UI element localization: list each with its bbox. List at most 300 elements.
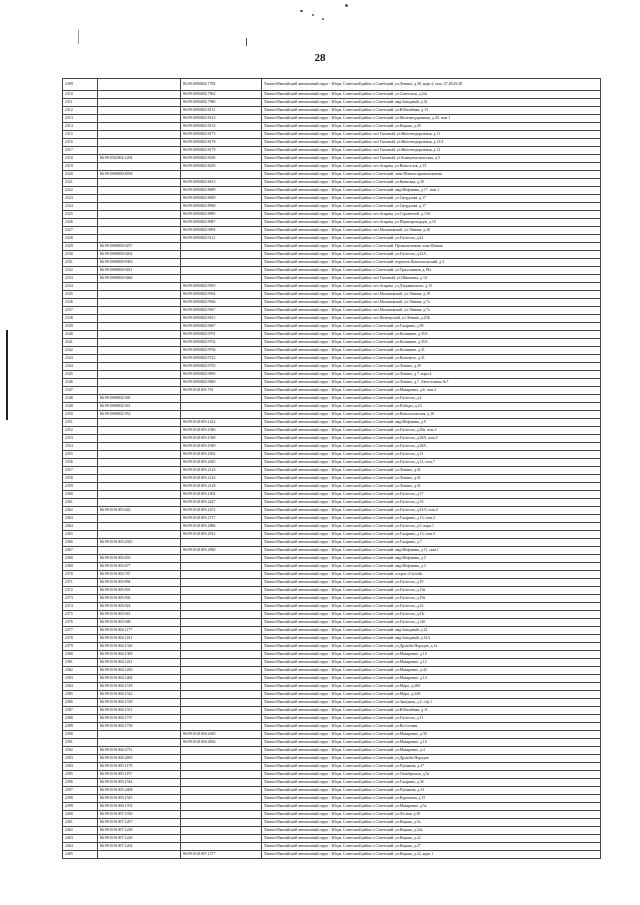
- cadastral-number-cell: 86:09:0101004:1326: [98, 643, 181, 651]
- address-cell: Ханты-Мансийский автономный округ - Югра, Советский район, г.Советский, ул.Кирова, д.22а: [262, 827, 601, 835]
- row-number-cell: 2318: [63, 155, 98, 163]
- cadastral-number-cell: [98, 459, 181, 467]
- table-row: [63, 259, 601, 267]
- premises-cadastral-cell: 86:09:0101003:2960: [181, 547, 262, 555]
- premises-cadastral-cell: 86:09:0101004:2656: [181, 739, 262, 747]
- premises-cadastral-cell: 86:09:0000002:8987: [181, 219, 262, 227]
- address-cell: Ханты-Мансийский автономный округ - Югра, Советский район, г.Советский, мкр.Нефтяник, д.9: [262, 419, 601, 427]
- cadastral-number-cell: [98, 419, 181, 427]
- table-row: [63, 179, 601, 187]
- address-cell: Ханты-Мансийский автономный округ - Югра, Советский район, г.Советский, ул.Гагарина, д.34: [262, 779, 601, 787]
- row-number-cell: 2382: [63, 667, 98, 675]
- address-cell: Ханты-Мансийский автономный округ - Югра, Советский район, г.Советский, ул.Курчатова, д.15: [262, 795, 601, 803]
- table-row: [63, 675, 601, 683]
- address-cell: Ханты-Мансийский автономный округ - Югра, Советский район, г.Советский, ул.Кирова, д.5а: [262, 819, 601, 827]
- cadastral-number-cell: [98, 331, 181, 339]
- table-row: [63, 211, 601, 219]
- premises-cadastral-cell: 86:09:0000002:9840: [181, 379, 262, 387]
- table-row: [63, 619, 601, 627]
- row-number-cell: 2390: [63, 731, 98, 739]
- cadastral-number-cell: 86:09:0000000:9466: [98, 275, 181, 283]
- cadastral-number-cell: 86:09:0101004:1450: [98, 667, 181, 675]
- row-number-cell: 2365: [63, 531, 98, 539]
- row-number-cell: 2383: [63, 675, 98, 683]
- premises-cadastral-cell: [181, 659, 262, 667]
- address-cell: Ханты-Мансийский автономный округ - Югра, Советский район, г.Советский, мкр.Нефтяник, д.11, пом.1: [262, 547, 601, 555]
- row-number-cell: 2374: [63, 603, 98, 611]
- premises-cadastral-cell: [181, 651, 262, 659]
- address-cell: Ханты-Мансийский автономный округ - Югра, Советский район, г.Советский, ул.Гастелло, д.9, корп.1: [262, 523, 601, 531]
- page-number: 28: [314, 52, 326, 64]
- table-row: [63, 795, 601, 803]
- premises-cadastral-cell: [181, 563, 262, 571]
- row-number-cell: 2391: [63, 739, 98, 747]
- premises-cadastral-cell: [181, 539, 262, 547]
- row-number-cell: 2340: [63, 331, 98, 339]
- premises-cadastral-cell: 86:09:0101003:2025: [181, 459, 262, 467]
- premises-cadastral-cell: [181, 795, 262, 803]
- cadastral-table: [62, 78, 601, 859]
- cadastral-number-cell: [98, 347, 181, 355]
- premises-cadastral-cell: 86:09:0000002:8179: [181, 147, 262, 155]
- premises-cadastral-cell: 86:09:0101001:761: [181, 387, 262, 395]
- cadastral-number-cell: [98, 235, 181, 243]
- table-row: [63, 523, 601, 531]
- row-number-cell: 2401: [63, 819, 98, 827]
- table-body: [63, 79, 601, 859]
- cadastral-number-cell: [98, 547, 181, 555]
- row-number-cell: 2398: [63, 795, 98, 803]
- row-number-cell: 2346: [63, 379, 98, 387]
- cadastral-number-cell: 86:09:0101003:894: [98, 579, 181, 587]
- row-number-cell: 2399: [63, 803, 98, 811]
- address-cell: Ханты-Мансийский автономный округ - Югра, Советский район, пгт.Малиновский, ул.Ленина, д.7а: [262, 299, 601, 307]
- premises-cadastral-cell: [181, 843, 262, 851]
- address-cell: Ханты-Мансийский автономный округ - Югра, Советский район, г.Советский, ул.Макаренко, д.42: [262, 667, 601, 675]
- row-number-cell: 2338: [63, 315, 98, 323]
- row-number-cell: 2367: [63, 547, 98, 555]
- address-cell: Ханты-Мансийский автономный округ - Югра, Советский район, г.Советский, ул.Восточная: [262, 723, 601, 731]
- row-number-cell: 2349: [63, 403, 98, 411]
- cadastral-number-cell: [98, 147, 181, 155]
- address-cell: Ханты-Мансийский автономный округ - Югра, Советский район, г.Советский, ул.Победы, д.23: [262, 403, 601, 411]
- address-cell: Ханты-Мансийский автономный округ - Югра, Советский район, пгт.Малиновский, ул.Ленина, д.19: [262, 291, 601, 299]
- table-row: [63, 235, 601, 243]
- row-number-cell: 2351: [63, 419, 98, 427]
- cadastral-number-cell: [98, 483, 181, 491]
- premises-cadastral-cell: [181, 571, 262, 579]
- cadastral-number-cell: [98, 427, 181, 435]
- table-row: [63, 339, 601, 347]
- cadastral-number-cell: 86:09:0101004:1551: [98, 707, 181, 715]
- table-row: [63, 79, 601, 91]
- table-row: [63, 123, 601, 131]
- address-cell: Ханты-Мансийский автономный округ - Югра, Советский район, г.Советский, мкр.Нефтяник, д.17, пом.1: [262, 187, 601, 195]
- cadastral-number-cell: 86:09:0000000:8458: [98, 171, 181, 179]
- table-row: [63, 491, 601, 499]
- row-number-cell: 2343: [63, 355, 98, 363]
- table-row: [63, 107, 601, 115]
- premises-cadastral-cell: [181, 627, 262, 635]
- row-number-cell: 2400: [63, 811, 98, 819]
- scan-speck: [322, 18, 324, 20]
- premises-cadastral-cell: 86:09:0000002:9564: [181, 291, 262, 299]
- cadastral-number-cell: 86:09:0101003:642: [98, 507, 181, 515]
- row-number-cell: 2366: [63, 539, 98, 547]
- table-row: [63, 547, 601, 555]
- table-row: [63, 227, 601, 235]
- row-number-cell: 2393: [63, 755, 98, 763]
- cadastral-number-cell: [98, 491, 181, 499]
- premises-cadastral-cell: 86:09:0000002:9094: [181, 227, 262, 235]
- table-row: [63, 251, 601, 259]
- table-row: [63, 347, 601, 355]
- premises-cadastral-cell: 86:09:0101003:1422: [181, 419, 262, 427]
- cadastral-number-cell: [98, 299, 181, 307]
- table-row: [63, 291, 601, 299]
- premises-cadastral-cell: 86:09:0101003:2126: [181, 475, 262, 483]
- table-row: [63, 851, 601, 859]
- table-row: [63, 411, 601, 419]
- row-number-cell: 2402: [63, 827, 98, 835]
- row-number-cell: 2377: [63, 627, 98, 635]
- table-row: [63, 579, 601, 587]
- premises-cadastral-cell: 86:09:0000002:7784: [181, 79, 262, 91]
- address-cell: Ханты-Мансийский автономный округ - Югра, Советский район, г.Советский, ул.Гастелло, д.14б: [262, 619, 601, 627]
- premises-cadastral-cell: [181, 779, 262, 787]
- premises-cadastral-cell: 86:09:0000002:8153: [181, 123, 262, 131]
- table-row: [63, 635, 601, 643]
- cadastral-number-cell: [98, 187, 181, 195]
- row-number-cell: 2352: [63, 427, 98, 435]
- address-cell: Ханты-Мансийский автономный округ - Югра, Советский район, г.Советский, ул.Ленина, д.41: [262, 475, 601, 483]
- address-cell: Ханты-Мансийский автономный округ - Югра, Советский район, г.Советский, ул.Гастелло, д.28а, пом.3: [262, 427, 601, 435]
- table-row: [63, 787, 601, 795]
- address-cell: Ханты-Мансийский автономный округ - Югра, Советский район, г.Советский, ул.Кошевого, д.31: [262, 355, 601, 363]
- premises-cadastral-cell: [181, 787, 262, 795]
- address-cell: Ханты-Мансийский автономный округ - Югра, Советский район, г.Советский, мкр.Западный, д.32: [262, 99, 601, 107]
- row-number-cell: 2324: [63, 203, 98, 211]
- premises-cadastral-cell: 86:09:0000002:8689: [181, 187, 262, 195]
- address-cell: Ханты-Мансийский автономный округ - Югра, Советский район, г.Советский, ул.Гастелло, д.31: [262, 451, 601, 459]
- table-row: [63, 483, 601, 491]
- cadastral-number-cell: 86:09:0101004:1738: [98, 723, 181, 731]
- row-number-cell: 2379: [63, 643, 98, 651]
- table-row: [63, 739, 601, 747]
- row-number-cell: 2311: [63, 99, 98, 107]
- row-number-cell: 2381: [63, 659, 98, 667]
- premises-cadastral-cell: [181, 675, 262, 683]
- address-cell: Ханты-Мансийский автономный округ - Югра, Советский район, г.Советский, ул.Кирова, д.22: [262, 835, 601, 843]
- row-number-cell: 2322: [63, 187, 98, 195]
- address-cell: Ханты-Мансийский автономный округ - Югра, Советский район, г.Советский, ул.Мира, д.28А: [262, 683, 601, 691]
- premises-cadastral-cell: 86:09:0101003:2123: [181, 467, 262, 475]
- table-row: [63, 779, 601, 787]
- row-number-cell: 2332: [63, 267, 98, 275]
- premises-cadastral-cell: [181, 699, 262, 707]
- address-cell: Ханты-Мансийский автономный округ - Югра, Советский район, пгт.Агириш, ул.Новоселов, д.15: [262, 163, 601, 171]
- address-cell: Ханты-Мансийский автономный округ - Югра, Советский район, пгт.Малиновский, ул.Ленина, д.20: [262, 227, 601, 235]
- cadastral-number-cell: [98, 91, 181, 99]
- address-cell: Ханты-Мансийский автономный округ - Югра, Советский район, г.Советский, ул.Железнодорожная, д.20, пом.1: [262, 115, 601, 123]
- table-row: [63, 691, 601, 699]
- row-number-cell: 2327: [63, 227, 98, 235]
- row-number-cell: 2319: [63, 163, 98, 171]
- row-number-cell: 2363: [63, 515, 98, 523]
- row-number-cell: 2310: [63, 91, 98, 99]
- table-row: [63, 427, 601, 435]
- table-row: [63, 91, 601, 99]
- row-number-cell: 2371: [63, 579, 98, 587]
- cadastral-number-cell: [98, 467, 181, 475]
- address-cell: Ханты-Мансийский автономный округ - Югра, Советский район, г.Советский, ул.Киевская, д.20: [262, 179, 601, 187]
- cadastral-number-cell: 86:09:0101003:901: [98, 587, 181, 595]
- table-row: [63, 819, 601, 827]
- address-cell: Ханты-Мансийский автономный округ - Югра, Советский район, г.Советский, ул.Гастелло, д.28А: [262, 443, 601, 451]
- premises-cadastral-cell: 86:09:0101003:1946: [181, 427, 262, 435]
- table-row: [63, 699, 601, 707]
- table-row: [63, 667, 601, 675]
- address-cell: Ханты-Мансийский автономный округ - Югра, Советский район, г.Советский, ул.Юбилейная, д.11: [262, 707, 601, 715]
- address-cell: Ханты-Мансийский автономный округ - Югра, Советский район, г.Советский, ул.Дружбы Народов: [262, 755, 601, 763]
- address-cell: Ханты-Мансийский автономный округ - Югра, Советский район, г.Советский, ул.Мира, д.24А: [262, 691, 601, 699]
- table-row: [63, 747, 601, 755]
- table-row: [63, 595, 601, 603]
- row-number-cell: 2404: [63, 843, 98, 851]
- row-number-cell: 2394: [63, 763, 98, 771]
- address-cell: Ханты-Мансийский автономный округ - Югра, Советский район, г.Советский, ул.Лесная, д.30: [262, 811, 601, 819]
- row-number-cell: 2405: [63, 851, 98, 859]
- table-row: [63, 219, 601, 227]
- premises-cadastral-cell: 86:09:0101003:2912: [181, 531, 262, 539]
- premises-cadastral-cell: [181, 771, 262, 779]
- table-row: [63, 171, 601, 179]
- row-number-cell: 2347: [63, 387, 98, 395]
- address-cell: Ханты-Мансийский автономный округ - Югра, Советский район, пгт.Таежный, ул.Шишкина, д.14: [262, 275, 601, 283]
- address-cell: Ханты-Мансийский автономный округ - Югра, Советский район, г.Советский, ул.Гастелло, д.42А: [262, 251, 601, 259]
- cadastral-number-cell: 86:09:0502002:1294: [98, 155, 181, 163]
- address-cell: Ханты-Мансийский автономный округ - Югра, Советский район, г.Советский, ул.Гастелло, д.33: [262, 499, 601, 507]
- table-row: [63, 707, 601, 715]
- row-number-cell: 2396: [63, 779, 98, 787]
- premises-cadastral-cell: [181, 251, 262, 259]
- cadastral-number-cell: [98, 499, 181, 507]
- cadastral-number-cell: [98, 307, 181, 315]
- address-cell: Ханты-Мансийский автономный округ - Югра, Советский район, г.Советский, ул.Ленина, д.7, корп.4: [262, 371, 601, 379]
- row-number-cell: 2397: [63, 787, 98, 795]
- premises-cadastral-cell: [181, 827, 262, 835]
- row-number-cell: 2329: [63, 243, 98, 251]
- row-number-cell: 2392: [63, 747, 98, 755]
- premises-cadastral-cell: 86:09:0101003:1948: [181, 435, 262, 443]
- address-cell: Ханты-Мансийский автономный округ - Югра, Советский район, г.Советский, ул.Гагарина, д.13, пом.3: [262, 531, 601, 539]
- table-row: [63, 435, 601, 443]
- row-number-cell: 2369: [63, 563, 98, 571]
- row-number-cell: 2321: [63, 179, 98, 187]
- address-cell: Ханты-Мансийский автономный округ - Югра, Советский район, г.Советский, ул.Свердлова, д.17: [262, 195, 601, 203]
- premises-cadastral-cell: 86:09:0000002:8830: [181, 203, 262, 211]
- cadastral-number-cell: 86:09:0101007:1264: [98, 843, 181, 851]
- row-number-cell: 2334: [63, 283, 98, 291]
- table-row: [63, 659, 601, 667]
- table-row: [63, 363, 601, 371]
- table-row: [63, 155, 601, 163]
- cadastral-number-cell: 86:09:0101004:1539: [98, 699, 181, 707]
- table-row: [63, 387, 601, 395]
- row-number-cell: 2315: [63, 131, 98, 139]
- cadastral-number-cell: [98, 139, 181, 147]
- premises-cadastral-cell: [181, 587, 262, 595]
- table-row: [63, 163, 601, 171]
- row-number-cell: 2370: [63, 571, 98, 579]
- row-number-cell: 2403: [63, 835, 98, 843]
- address-cell: Ханты-Мансийский автономный округ - Югра, Советский район, г.Советский, ул.Калинина, д.31: [262, 347, 601, 355]
- row-number-cell: 2357: [63, 467, 98, 475]
- cadastral-number-cell: 86:09:0101003:924: [98, 603, 181, 611]
- address-cell: Ханты-Мансийский автономный округ - Югра, Советский район, г.Советский, ул.Гастелло, д.11: [262, 715, 601, 723]
- row-number-cell: 2330: [63, 251, 98, 259]
- table-row: [63, 731, 601, 739]
- address-cell: Ханты-Мансийский автономный округ - Югра, Советский район, г.Советский, ул.Октябрьская, д.5а: [262, 771, 601, 779]
- row-number-cell: 2342: [63, 347, 98, 355]
- premises-cadastral-cell: [181, 579, 262, 587]
- cadastral-number-cell: [98, 443, 181, 451]
- address-cell: Ханты-Мансийский автономный округ - Югра, Советский район, г.Советский, ул.Западная, д.2, стр.1: [262, 699, 601, 707]
- row-number-cell: 2359: [63, 483, 98, 491]
- address-cell: Ханты-Мансийский автономный округ - Югра, Советский район, г.Советский, ул.Макаренко, д.4: [262, 747, 601, 755]
- scan-speck: [345, 4, 348, 7]
- cadastral-number-cell: [98, 211, 181, 219]
- cadastral-number-cell: 86:09:0101003:767: [98, 571, 181, 579]
- premises-cadastral-cell: 86:09:0000002:8180: [181, 155, 262, 163]
- address-cell: Ханты-Мансийский автономный округ - Югра, Советский район, г.Советский, ул.Гастелло, д.13а: [262, 587, 601, 595]
- row-number-cell: 2378: [63, 635, 98, 643]
- address-cell: Ханты-Мансийский автономный округ - Югра, Советский район, г.Советский, ул.Гастелло, д.37: [262, 491, 601, 499]
- address-cell: Ханты-Мансийский автономный округ - Югра, Советский район, г.Советский, ул.Гастелло, д.41г: [262, 611, 601, 619]
- cadastral-number-cell: 86:09:0101003:677: [98, 563, 181, 571]
- premises-cadastral-cell: [181, 555, 262, 563]
- address-cell: Ханты-Мансийский автономный округ - Югра, Советский район, г.Советский, зона Южная промышленная: [262, 171, 601, 179]
- table-row: [63, 643, 601, 651]
- address-cell: Ханты-Мансийский автономный округ - Югра, Советский район, г.Советский, ул.Макаренко, д.12: [262, 659, 601, 667]
- premises-cadastral-cell: 86:09:0000002:9755: [181, 363, 262, 371]
- table-row: [63, 803, 601, 811]
- table-row: [63, 843, 601, 851]
- table-row: [63, 611, 601, 619]
- cadastral-number-cell: 86:09:0101004:1369: [98, 651, 181, 659]
- table-row: [63, 139, 601, 147]
- address-cell: Ханты-Мансийский автономный округ - Югра, Советский район, г.Советский, переулок Комсомольский, д.3: [262, 259, 601, 267]
- table-row: [63, 755, 601, 763]
- address-cell: Ханты-Мансийский автономный округ - Югра, Советский район, г.Советский, ул.Гастелло, д.42: [262, 235, 601, 243]
- cadastral-number-cell: [98, 283, 181, 291]
- address-cell: Ханты-Мансийский автономный округ - Югра, Советский район, г.Советский, ул.Ленина, д.41: [262, 483, 601, 491]
- table-row: [63, 539, 601, 547]
- premises-cadastral-cell: 86:09:0101003:2304: [181, 491, 262, 499]
- row-number-cell: 2325: [63, 211, 98, 219]
- address-cell: Ханты-Мансийский автономный округ - Югра, Советский район, г.Советский, ул.Советская, д.23а: [262, 91, 601, 99]
- cadastral-number-cell: [98, 355, 181, 363]
- row-number-cell: 2368: [63, 555, 98, 563]
- address-cell: Ханты-Мансийский автономный округ - Югра, Советский район, г.Советский, ул.Макаренко, д.10: [262, 651, 601, 659]
- row-number-cell: 2337: [63, 307, 98, 315]
- cadastral-number-cell: [98, 227, 181, 235]
- table-row: [63, 555, 601, 563]
- row-number-cell: 2372: [63, 587, 98, 595]
- table-row: [63, 459, 601, 467]
- cadastral-number-cell: [98, 115, 181, 123]
- row-number-cell: 2341: [63, 339, 98, 347]
- address-cell: Ханты-Мансийский автономный округ - Югра, Советский район, г.Советский, ул.Кирова, д.22, корп.1: [262, 851, 601, 859]
- cadastral-number-cell: 86:09:0101003:2925: [98, 539, 181, 547]
- cadastral-number-cell: 86:09:0101007:1249: [98, 835, 181, 843]
- premises-cadastral-cell: 86:09:0000002:8613: [181, 179, 262, 187]
- table-row: [63, 243, 601, 251]
- row-number-cell: 2323: [63, 195, 98, 203]
- address-cell: Ханты-Мансийский автономный округ - Югра, Советский район, г.Советский, ул.Гастелло, д.4: [262, 395, 601, 403]
- address-cell: Ханты-Мансийский автономный округ - Югра, Советский район, пгт.Таежный, ул.Железнодорожная, д.12: [262, 147, 601, 155]
- premises-cadastral-cell: [181, 243, 262, 251]
- premises-cadastral-cell: 86:09:0101003:2717: [181, 515, 262, 523]
- address-cell: Ханты-Мансийский автономный округ - Югра, Советский район, г.Советский, ул.Гастелло, д.41/б, пом.2: [262, 507, 601, 515]
- address-cell: Ханты-Мансийский автономный округ - Югра, Советский район, г.Советский, ул.Ленина, д.41: [262, 467, 601, 475]
- address-cell: Ханты-Мансийский автономный округ - Югра, Советский район, пгт.Агириш, ул.Дзержинского, д.15: [262, 283, 601, 291]
- cadastral-number-cell: 86:09:0000000:9264: [98, 251, 181, 259]
- address-cell: Ханты-Мансийский автономный округ - Югра, Советский район, г.Советский, ул.Гагарина, д.13, пом.2: [262, 515, 601, 523]
- address-cell: Ханты-Мансийский автономный округ - Югра, Советский район, г.Советский, ул.Макаренко, д.6, пом.3: [262, 387, 601, 395]
- address-cell: Ханты-Мансийский автономный округ - Югра, Советский район, г.Советский, ул.Макаренко, д.14: [262, 675, 601, 683]
- premises-cadastral-cell: [181, 819, 262, 827]
- row-number-cell: 2380: [63, 651, 98, 659]
- cadastral-number-cell: [98, 515, 181, 523]
- table-row: [63, 283, 601, 291]
- row-number-cell: 2355: [63, 451, 98, 459]
- cadastral-number-cell: [98, 203, 181, 211]
- premises-cadastral-cell: 86:09:0101003:2128: [181, 483, 262, 491]
- cadastral-number-cell: [98, 739, 181, 747]
- row-number-cell: 2384: [63, 683, 98, 691]
- address-cell: Ханты-Мансийский автономный округ - Югра, Советский район, г.Советский, ул.Комсомольская, д.16: [262, 411, 601, 419]
- premises-cadastral-cell: [181, 643, 262, 651]
- address-cell: Ханты-Мансийский автономный округ - Югра, Советский район, пгт.Агириш, ул.Первопроходцев, д.10: [262, 219, 601, 227]
- premises-cadastral-cell: 86:09:0000002:9505: [181, 283, 262, 291]
- cadastral-number-cell: 86:09:0101005:1179: [98, 763, 181, 771]
- cadastral-number-cell: 86:09:0101004:1737: [98, 715, 181, 723]
- premises-cadastral-cell: 86:09:0101003:2886: [181, 523, 262, 531]
- cadastral-number-cell: [98, 851, 181, 859]
- table-row: [63, 627, 601, 635]
- table-row: [63, 515, 601, 523]
- premises-cadastral-cell: [181, 763, 262, 771]
- table-row: [63, 651, 601, 659]
- table-row: [63, 131, 601, 139]
- address-cell: Ханты-Мансийский автономный округ - Югра, Советский район, г.Советский, ул.Ленина, д.7, Автостоянка №7: [262, 379, 601, 387]
- address-cell: Ханты-Мансийский автономный округ - Югра, Советский район, г.Советский, мкр.Нефтяник, д.3: [262, 563, 601, 571]
- cadastral-number-cell: [98, 371, 181, 379]
- cadastral-number-cell: 86:09:0101004:1518: [98, 683, 181, 691]
- table-row: [63, 331, 601, 339]
- table-row: [63, 147, 601, 155]
- address-cell: Ханты-Мансийский автономный округ - Югра, Советский район, г.Советский, мкр.Западный, д.32А: [262, 635, 601, 643]
- cadastral-number-cell: [98, 107, 181, 115]
- row-number-cell: 2345: [63, 371, 98, 379]
- cadastral-number-cell: [98, 523, 181, 531]
- table-row: [63, 307, 601, 315]
- premises-cadastral-cell: [181, 747, 262, 755]
- row-number-cell: 2313: [63, 115, 98, 123]
- address-cell: Ханты-Мансийский автономный округ - Югра, Советский район, г.Советский, ул.Гагарина, д.7: [262, 539, 601, 547]
- row-number-cell: 2356: [63, 459, 98, 467]
